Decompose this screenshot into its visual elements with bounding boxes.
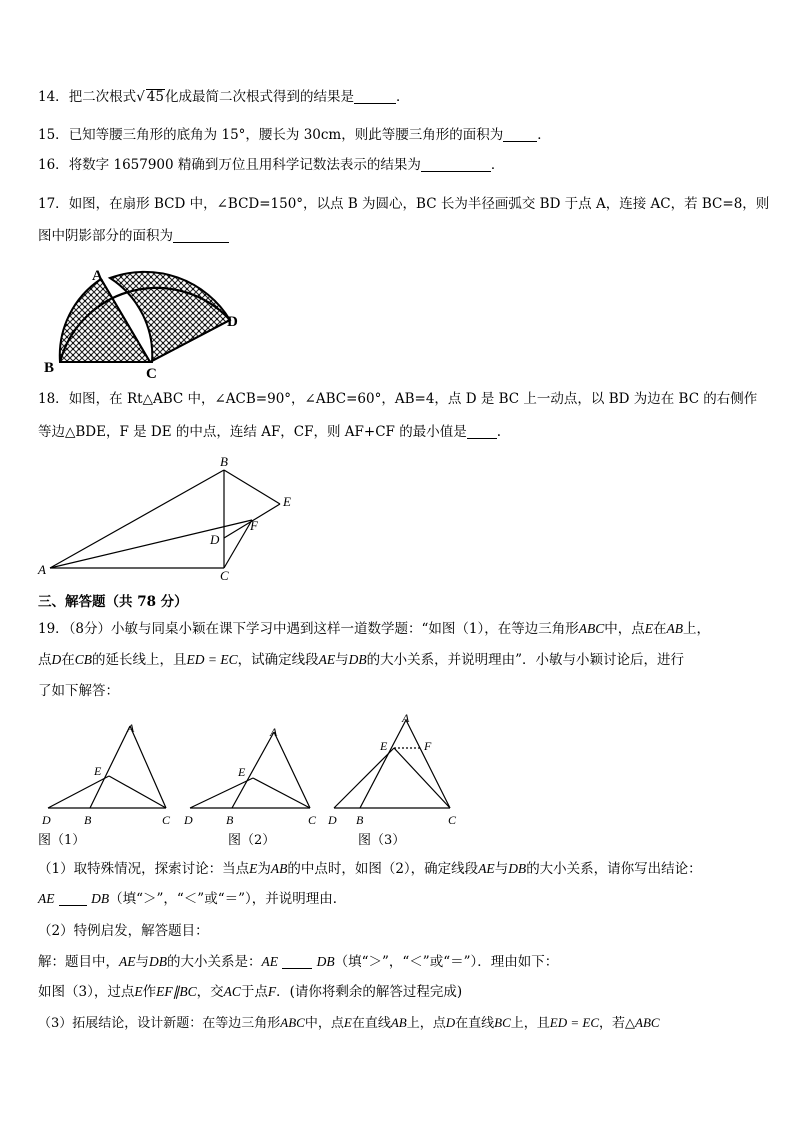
label-D: D — [210, 532, 220, 547]
answer-blank — [467, 424, 497, 439]
question-19-solution: 解：题目中，AE与DB的大小关系是：AE DB（填“＞”，“＜”或“＝”）．理由如下： — [38, 954, 559, 970]
question-19-part3: （3）拓展结论，设计新题：在等边三角形ABC中，点E在直线AB上，点D在直线BC上，且ED = EC，若△ABC — [38, 1015, 660, 1031]
question-17-line1: 17．如图，在扇形 BCD 中，∠BCD=150°，以点 B 为圆心，BC 长为半径画弧交 BD 于点 A，连接 AC，若 BC=8，则 — [38, 196, 770, 212]
question-15: 15．已知等腰三角形的底角为 15°，腰长为 30cm，则此等腰三角形的面积为 ． — [38, 127, 551, 143]
answer-blank — [59, 891, 87, 906]
label-B: B — [44, 360, 55, 376]
svg-text:B: B — [356, 813, 364, 827]
svg-text:D: D — [42, 813, 51, 827]
svg-text:E: E — [94, 764, 102, 778]
figure-3 — [326, 708, 466, 832]
svg-text:A: A — [270, 725, 278, 739]
figure-1 — [38, 716, 188, 834]
section-title: 三、解答题（共 78 分） — [38, 594, 188, 610]
svg-text:C: C — [162, 813, 171, 827]
svg-text:E: E — [238, 765, 246, 779]
answer-blank — [354, 89, 396, 104]
label-B: B — [220, 454, 228, 469]
question-18-line2: 等边△BDE，F 是 DE 的中点，连结 AF，CF，则 AF+CF 的最小值是 . — [38, 424, 502, 440]
question-16: 16．将数字 1657900 精确到万位且用科学记数法表示的结果为 ． — [38, 157, 505, 173]
label-A: A — [92, 268, 103, 284]
label-C: C — [146, 366, 157, 382]
label-C: C — [220, 568, 229, 583]
triangle-figure-q18 — [36, 452, 306, 584]
answer-blank — [503, 127, 537, 142]
svg-text:C: C — [308, 813, 317, 827]
svg-text:C: C — [448, 813, 457, 827]
question-19-figure3-text: 如图（3），过点E作EF∥BC，交AC于点F．(请你将剩余的解答过程完成) — [38, 984, 463, 1000]
answer-blank — [173, 228, 229, 243]
svg-text:D: D — [328, 813, 337, 827]
svg-text:B: B — [84, 813, 92, 827]
label-A: A — [38, 562, 46, 577]
label-E: E — [283, 494, 291, 509]
label-D: D — [227, 314, 238, 330]
question-17-line2: 图中阴影部分的面积为 — [38, 227, 229, 245]
question-19-line1: 19．（8分）小敏与同桌小颖在课下学习中遇到这样一道数学题：“如图（1），在等边三角形ABC中，点E在AB上， — [38, 621, 711, 637]
figure-2 — [182, 716, 322, 834]
answer-blank — [421, 157, 491, 172]
answer-blank — [282, 954, 312, 969]
sector-figure — [40, 262, 250, 382]
question-19-part2: （2）特例启发，解答题目： — [38, 923, 209, 939]
svg-text:A: A — [402, 711, 410, 725]
figure-1-caption: 图（1） — [38, 833, 86, 848]
question-14: 14．把二次根式√ 45化成最简二次根式得到的结果是 ． — [38, 89, 410, 105]
radicand: 45 — [146, 89, 164, 105]
figure-2-caption: 图（2） — [228, 833, 276, 848]
svg-text:A: A — [127, 721, 135, 735]
svg-text:D: D — [184, 813, 193, 827]
question-19-part1: （1）取特殊情况，探索讨论：当点E为AB的中点时，如图（2），确定线段AE与DB的大小关系，请你写出结论： — [38, 861, 702, 877]
question-19-line3: 了如下解答： — [38, 683, 119, 699]
figure-3-caption: 图（3） — [358, 833, 406, 848]
label-F: F — [250, 518, 258, 533]
question-19-line2: 点D在CB的延长线上，且ED = EC，试确定线段AE与DB的大小关系，并说明理由”．小敏与小颖讨论后，进行 — [38, 652, 685, 668]
radical-sign: √ — [136, 89, 145, 105]
question-18-line1: 18．如图，在 Rt△ABC 中，∠ACB=90°，∠ABC=60°，AB=4，点 D 是 BC 上一动点，以 BD 为边在 BC 的右侧作 — [38, 391, 758, 407]
svg-text:E: E — [380, 739, 388, 753]
svg-text:F: F — [424, 739, 432, 753]
svg-text:B: B — [226, 813, 234, 827]
question-19-part1-answer: AE DB（填“＞”，“＜”或“＝”），并说明理由． — [38, 891, 347, 907]
